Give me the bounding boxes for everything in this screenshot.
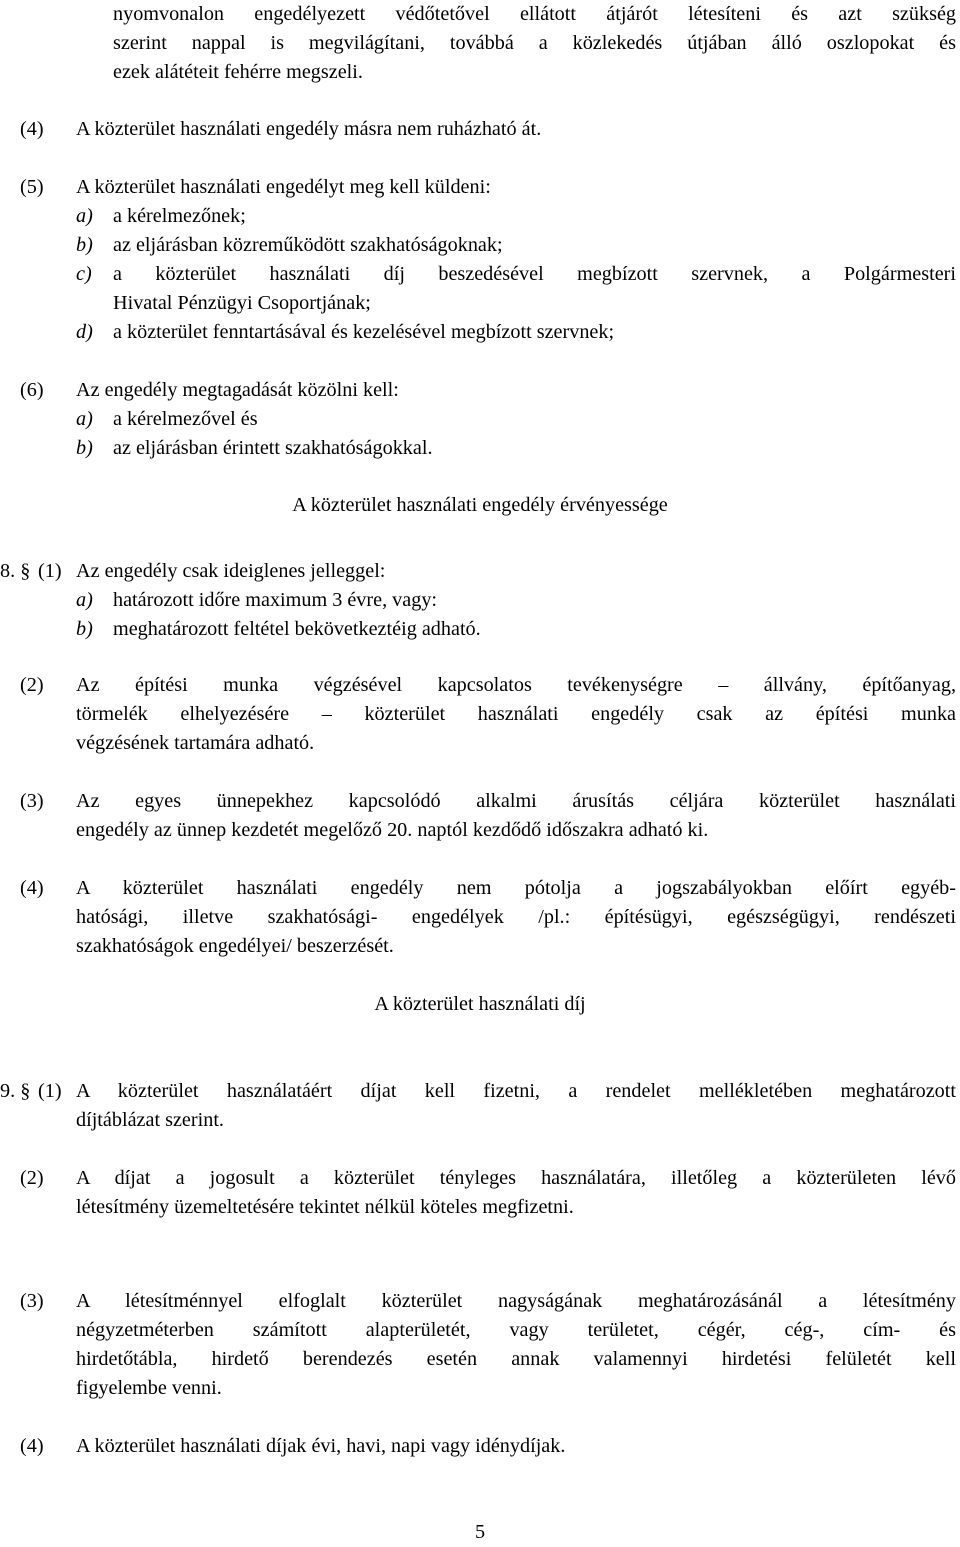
paragraph-text: A közterület használati engedély nem pótolja a jogszabályokban előírt egyéb- [76,877,956,899]
paragraph-text: A közterület használati engedély másra nem ruházható át. [76,118,542,140]
list-marker: b) [76,618,93,640]
list-item-text: a közterület fenntartásával és kezelésével megbízott szervnek; [113,321,615,343]
paragraph-text: Az engedély megtagadását közölni kell: [76,379,399,401]
list-marker: a) [76,589,93,611]
list-marker: a) [76,205,93,227]
list-item-text: meghatározott feltétel bekövetkeztéig adható. [113,618,481,640]
paragraph-text: A közterület használatáért díjat kell fizetni, a rendelet mellékletében meghatározott [76,1080,956,1102]
paragraph-text: szakhatóságok engedélyei/ beszerzését. [76,935,394,957]
list-item-text: a közterület használati díj beszedésével megbízott szervnek, a Polgármesteri [113,263,956,285]
paragraph-text: figyelembe venni. [76,1377,222,1399]
list-item-text: a kérelmezővel és [113,408,258,430]
paragraph-text: végzésének tartamára adható. [76,732,315,754]
section-label: 8. § [0,560,31,582]
paragraph-text: hatósági, illetve szakhatósági- engedélyek /pl.: építésügyi, egészségügyi, rendészeti [76,906,956,928]
list-item-text: a kérelmezőnek; [113,205,246,227]
paragraph-text: hirdetőtábla, hirdető berendezés esetén annak valamennyi hirdetési felületét kell [76,1348,956,1370]
paragraph-number: (4) [20,1435,44,1457]
list-item-text: az eljárásban érintett szakhatóságokkal. [113,437,433,459]
paragraph-text: A közterület használati díjak évi, havi, napi vagy idénydíjak. [76,1435,566,1457]
paragraph-number: (2) [20,1167,44,1189]
list-item-text: határozott időre maximum 3 évre, vagy: [113,589,438,611]
text-line: szerint nappal is megvilágítani, továbbá a közlekedés útjában álló oszlopokat és [113,32,956,54]
list-marker: c) [76,263,92,285]
list-marker: b) [76,234,93,256]
section-sign: § [20,560,31,582]
paragraph-number: (4) [20,877,44,899]
paragraph-text: létesítmény üzemeltetésére tekintet nélkül köteles megfizetni. [76,1196,574,1218]
paragraph-number: (3) [20,790,44,812]
paragraph-text: Az engedély csak ideiglenes jelleggel: [76,560,386,582]
paragraph-number: (4) [20,118,44,140]
paragraph-text: Az egyes ünnepekhez kapcsolódó alkalmi árusítás céljára közterület használati [76,790,956,812]
paragraph-number: (2) [20,674,44,696]
paragraph-number: (1) [38,1080,62,1102]
list-item-text: az eljárásban közreműködött szakhatóságoknak; [113,234,503,256]
section-heading: A közterület használati engedély érvényessége [292,494,668,516]
list-item-text: Hivatal Pénzügyi Csoportjának; [113,292,371,314]
paragraph-text: A létesítménnyel elfoglalt közterület nagyságának meghatározásánál a létesítmény [76,1290,956,1312]
list-marker: d) [76,321,93,343]
section-sign: § [20,1080,31,1102]
paragraph-text: Az építési munka végzésével kapcsolatos tevékenységre – állvány, építőanyag, [76,674,956,696]
paragraph-text: A díjat a jogosult a közterület tényleges használatára, illetőleg a közterületen lévő [76,1167,956,1189]
paragraph-text: A közterület használati engedélyt meg kell küldeni: [76,176,491,198]
text-line: nyomvonalon engedélyezett védőtetővel ellátott átjárót létesíteni és azt szükség [113,3,956,25]
paragraph-number: (6) [20,379,44,401]
paragraph-number: (5) [20,176,44,198]
paragraph-text: négyzetméterben számított alapterületét, vagy területet, cégér, cég-, cím- és [76,1319,956,1341]
paragraph-number: (3) [20,1290,44,1312]
paragraph-number: (1) [38,560,62,582]
text-line: ezek alátéteit fehérre megszeli. [113,61,363,83]
page-number: 5 [474,1521,486,1543]
paragraph-text: törmelék elhelyezésére – közterület használati engedély csak az építési munka [76,703,956,725]
paragraph-text: engedély az ünnep kezdetét megelőző 20. naptól kezdődő időszakra adható ki. [76,819,709,841]
list-marker: b) [76,437,93,459]
section-heading: A közterület használati díj [374,993,586,1015]
paragraph-text: díjtáblázat szerint. [76,1109,224,1131]
section-label: 9. § [0,1080,31,1102]
list-marker: a) [76,408,93,430]
